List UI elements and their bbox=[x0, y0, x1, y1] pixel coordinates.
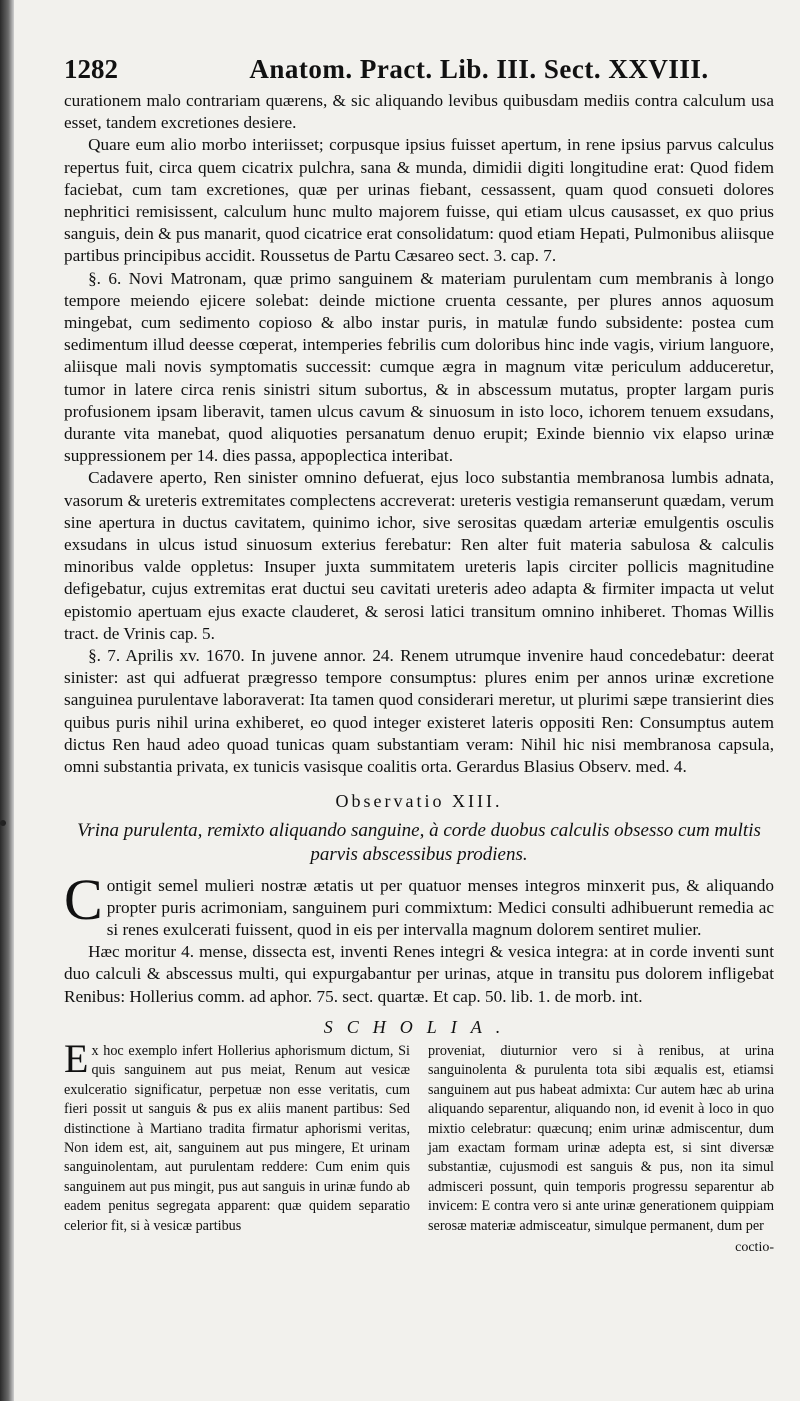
observatio-title: Vrina purulenta, remixto aliquando sanguine, à corde duobus calculis obsesso cum multis parvis abscessibus prodiens. bbox=[77, 819, 761, 865]
paragraph: Cadavere aperto, Ren sinister omnino defuerat, ejus loco substantia membranosa lumbis adnata, vasorum & ureteris extremitates complectens accreverat: ureteris vestigia remanserunt quædam, verum sine apertura in ductus cavitatem, quinimo ichor, sive serositas quædam arteriæ emulgentis osculis exsudans in ulcus istud sinuosum exterius ferebatur: Ren alter fuit materia sabulosa & calculis minoribus valde oppletus: Insuper juxta summitatem ureteris lapis circiter pollicis magnitudine defigebatur, cujus extremitas erat ductui seu cavitati ureteris adeo adapta & firmiter impacta ut velut epistomio apertuam ejus exacte clauderet, & serosi latici transitum omnino inhiberet. Thomas Willis tract. de Vrinis cap. 5. bbox=[64, 468, 774, 643]
margin-mark bbox=[0, 820, 6, 826]
scholia-left-paragraph bbox=[64, 1035, 410, 1236]
paragraph: §. 7. Aprilis xv. 1670. In juvene annor. 24. Renem utrumque invenire haud concedebatur: deerat sinister: ast qui adfuerat prægresso tempore consumptus: plures enim per annos urinæ excretione sanguinea purulentave laboraverat: Ita tamen quod considerari meretur, ut plurimi sæpe transierint dies quibus puris nihil urina exhiberet, eo quod integer existeret lateris oppositi Ren: Consumptus autem dictus Ren haud adeo quoad tunicas quam substantiam veram: Nihil hic nisi membranosa capsula, omni substantia privata, ex tunicis vasisque coalitis orta. Gerardus Blasius Observ. med. 4. bbox=[64, 646, 774, 777]
scholia-left-text: x hoc exemplo infert Hollerius aphorismum dictum, Si quis sanguinem aut pus meiat, Renum aut vesicæ exulceratio significatur, perpetuæ non esse veritatis, cum fieri possit ut sanguis & pus ex aliis manent partibus: Sed distinctione à Martiano tradita firmatur aphorismi veritas, Non idem est, ait, sanguinem aut pus mingere, Et urinam sanguinolentam, aut purulentam reddere: Cum enim quis sanguinem aut pus mingit, pus aut sanguis in urinæ fundo ab eadem penitus segregata apparent: quæ quidem separatio celerior fit, si à vesicæ partibus bbox=[64, 1042, 410, 1234]
drop-cap: E bbox=[64, 1035, 89, 1081]
main-text bbox=[64, 90, 774, 1038]
book-spine-shadow bbox=[0, 0, 14, 1401]
drop-cap: C bbox=[64, 866, 103, 932]
scholia-columns bbox=[64, 1035, 774, 1257]
paragraph: §. 6. Novi Matronam, quæ primo sanguinem & materiam purulentam cum membranis à longo tempore meiendo ejicere solebat: deinde mictione cruenta cessante, per plures annos aquosum mingebat, cum sedimento copioso & albo instar puris, in matulæ fundo subsidente: postea cum sedimentum illud deesse cœperat, intemperies febrilis cum doloribus hinc inde vagis, virium languore, aliisque mali novis symptomatis successit: cumque ægra in magnum vitæ periculum adduceretur, tumor in latere circa renis sinistri situm subortus, & in abscessum mutatus, propter largam puris profusionem ipsam liberavit, tamen ulcus cavum & sinuosum in isto loco, ichorem tenuem exsudans, durante vita manebat, quod aliquoties persanatum denuo erupit; Exinde biennio vix elapso urinæ suppressionem per 14. dies passa, appoplectica interibat. bbox=[64, 268, 774, 466]
observatio-paragraph-2: Hæc moritur 4. mense, dissecta est, inventi Renes integri & vesica integra: at in corde inventi sunt duo calculi & abscessus multi, qui expurgabantur per urinas, atque in transitu pus dolorem infligebat Renibus: Hollerius comm. ad aphor. 75. sect. quartæ. Et cap. 50. lib. 1. de morb. int. bbox=[64, 942, 774, 1006]
page-number: 1282 bbox=[64, 54, 118, 84]
observatio-text: ontigit semel mulieri nostræ ætatis ut per quatuor menses integros minxerit pus, & aliquando propter puris acrimoniam, sanguinem puri commixtum: Medici consulti adhibuerunt remedia ac si renes exulcerati fuissent, quod in eis per intervalla magnum dolorem sentiret mulier. bbox=[106, 875, 774, 939]
paragraph: curationem malo contrariam quærens, & sic aliquando levibus quibusdam mediis contra calculum usa esset, tandem excretiones desiere. bbox=[64, 91, 774, 133]
observatio-paragraph bbox=[64, 866, 774, 942]
scholia-heading: SCHOLIA. bbox=[323, 1016, 515, 1037]
scholia-right-text: proveniat, diuturnior vero si à renibus, at urina sanguinolenta & purulenta tota sibi æqualis est, etiamsi sanguinem aut pus habeat admixta: Cur autem hæc ab urina aliquando separentur, aliquando non, id evenit à loco in quo mixtio celebratur: quæcunq; enim urinæ admiscentur, dum jam exactam formam urinæ adepta est, si sint diversæ substantiæ, cujusmodi est sanguis & pus, non ita simul admisceri possunt, quin temporis progressu separentur ab invicem: E contra vero si ante urinæ generationem quippiam serosæ materiæ admisceatur, simulque permanent, dum per bbox=[428, 1042, 774, 1234]
page-header bbox=[64, 52, 774, 86]
catchword: coctio- bbox=[735, 1239, 774, 1255]
paragraph: Quare eum alio morbo interiisset; corpusque ipsius fuisset apertum, in rene ipsius parvus calculus repertus fuit, circa quem cicatrix pulchra, sana & munda, dimidii digiti longitudine erat: Quod fidem faciebat, cum tam excretiones, quæ per urinas fiebant, cessassent, quam quod consueti dolores nephritici remisissent, calculum hunc multo majorem fuisse, qui etiam ulcus causasset, ex quo prius sanguis, dein & pus manarit, quod cicatrice erat consolidatum: quod etiam Hepati, Pulmonibus aliisque partibus principibus accidit. Roussetus de Partu Cæsareo sect. 3. cap. 7. bbox=[64, 135, 774, 266]
scholia-left-column bbox=[64, 1035, 410, 1257]
scholia-right-column bbox=[428, 1042, 774, 1257]
running-title: Anatom. Pract. Lib. III. Sect. XXVIII. bbox=[249, 54, 709, 84]
observatio-heading: Observatio XIII. bbox=[335, 791, 503, 812]
